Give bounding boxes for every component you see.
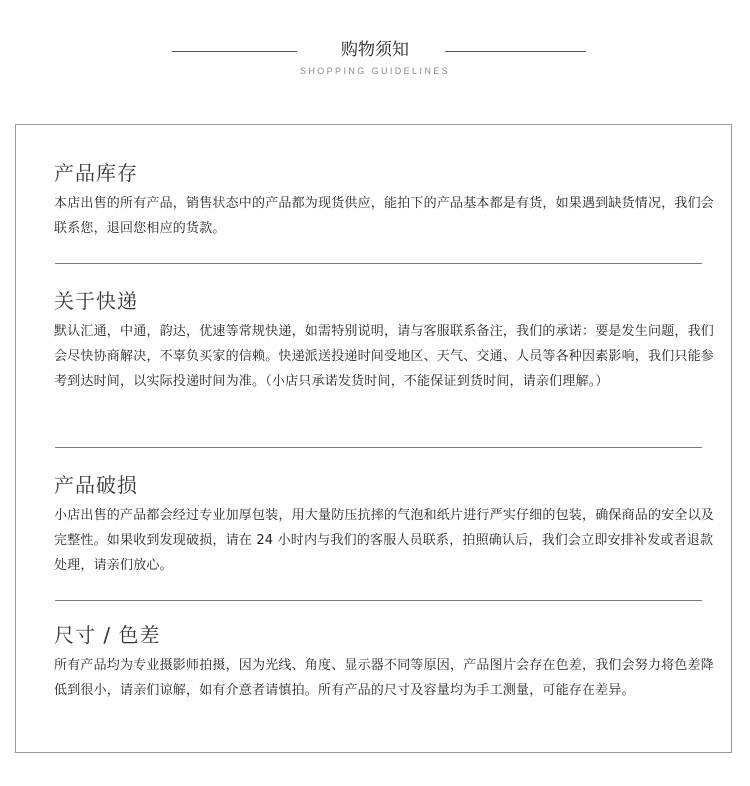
section-title-damage: 产品破损 <box>54 473 138 497</box>
header-divider-right <box>445 51 586 52</box>
section-divider <box>55 600 702 601</box>
page-subtitle: SHOPPING GUIDELINES <box>299 66 451 76</box>
guidelines-panel <box>15 124 732 753</box>
section-shipping <box>54 287 714 394</box>
section-divider <box>55 263 702 264</box>
section-body-shipping: 默认汇通，中通，韵达，优速等常规快递，如需特别说明，请与客服联系备注，我们的承诺：要是发生问题，我们会尽快协商解决，不辜负买家的信赖。快递派送投递时间受地区、天气、交通、人员等各种因素影响，我们只能参考到达时间，以实际投递时间为准。（小店只承诺发货时间，不能保证到货时间，请亲们理解。） <box>54 324 715 389</box>
section-stock <box>54 159 714 241</box>
section-body-damage: 小店出售的产品都会经过专业加厚包装，用大量防压抗摔的气泡和纸片进行严实仔细的包装，确保商品的安全以及完整性。如果收到发现破损，请在 24 小时内与我们的客服人员联系，拍照确认后，我们会立即安排补发或者退款处理，请亲们放心。 <box>54 508 715 573</box>
section-body-size-color: 所有产品均为专业摄影师拍摄，因为光线、角度、显示器不同等原因，产品图片会存在色差，我们会努力将色差降低到很小，请亲们谅解，如有介意者请慎拍。所有产品的尺寸及容量均为手工测量，可能存在差异。 <box>54 658 715 698</box>
page-title: 购物须知 <box>341 40 409 60</box>
guidelines-header <box>0 0 750 110</box>
section-title-size-color: 尺寸 / 色差 <box>54 623 161 647</box>
section-body-stock: 本店出售的所有产品，销售状态中的产品都为现货供应，能拍下的产品基本都是有货，如果遇到缺货情况，我们会联系您，退回您相应的货款。 <box>54 196 715 236</box>
section-size-color <box>54 621 714 703</box>
section-damage <box>54 471 714 578</box>
section-divider <box>55 447 702 448</box>
section-title-shipping: 关于快递 <box>54 289 138 313</box>
section-title-stock: 产品库存 <box>54 161 138 185</box>
